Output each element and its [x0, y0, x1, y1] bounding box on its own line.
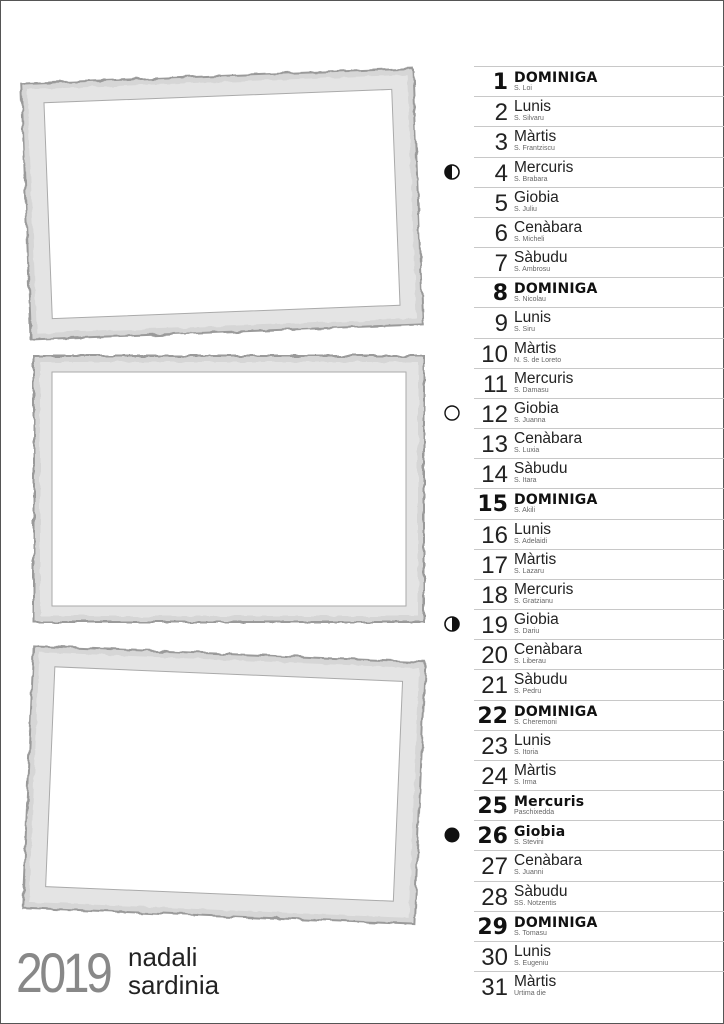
day-row	[474, 549, 724, 579]
saint-name: S. Pedru	[514, 688, 542, 696]
saint-name: S. Itoria	[514, 748, 539, 756]
weekday-name: Lunis	[514, 98, 552, 116]
weekday-name: Giobia	[514, 399, 559, 417]
day-number: 15	[477, 492, 508, 518]
day-row	[474, 126, 724, 156]
weekday-name: Lunis	[514, 731, 552, 749]
day-number: 25	[477, 794, 508, 820]
day-row	[474, 730, 724, 760]
saint-name: S. Akili	[514, 507, 536, 515]
saint-name: S. Adelaidi	[514, 537, 548, 545]
photo-frame-2[interactable]	[26, 350, 430, 628]
day-row	[474, 790, 724, 820]
day-number: 30	[481, 943, 508, 971]
day-row	[474, 398, 724, 428]
weekday-name: Mercuris	[514, 369, 574, 387]
day-number: 1	[492, 70, 508, 95]
saint-name: S. Juanna	[514, 416, 546, 424]
saint-name: S. Dariu	[514, 628, 540, 636]
saint-name: SS. Notzentis	[514, 899, 557, 907]
saint-name: S. Gratzianu	[514, 597, 553, 605]
saint-name: S. Frantziscu	[514, 145, 555, 153]
day-number: 14	[481, 461, 508, 489]
saint-name: S. Micheli	[514, 235, 545, 243]
day-row	[474, 609, 724, 639]
day-row	[474, 96, 724, 126]
day-row	[474, 428, 724, 458]
saint-name: S. Luxia	[514, 447, 540, 455]
saint-name: S. Juanni	[514, 869, 544, 877]
day-number: 11	[483, 370, 508, 398]
day-number: 2	[494, 99, 508, 127]
saint-name: S. Ambrosu	[514, 266, 551, 274]
day-row	[474, 368, 724, 398]
day-number: 6	[494, 219, 508, 247]
photo-frame-1[interactable]	[14, 56, 430, 352]
day-number: 20	[481, 642, 508, 670]
weekday-name: Sàbudu	[514, 671, 568, 689]
day-row	[474, 247, 724, 277]
day-row	[474, 941, 724, 971]
month-name: nadali	[128, 942, 198, 972]
moon-new-icon	[444, 827, 460, 843]
saint-name: S. Loi	[514, 85, 532, 92]
day-row	[474, 760, 724, 790]
day-row	[474, 277, 724, 307]
weekday-name: Giobia	[514, 611, 559, 629]
day-row	[474, 911, 724, 941]
saint-name: Paschixedda	[514, 809, 555, 817]
weekday-name: Lunis	[514, 942, 552, 960]
day-number: 21	[481, 672, 508, 700]
moon-first-quarter-icon	[444, 164, 460, 180]
weekday-name: Mercuris	[514, 794, 585, 811]
day-row	[474, 519, 724, 549]
day-number: 18	[481, 581, 508, 609]
saint-name: S. Lazaru	[514, 567, 544, 575]
saint-name: S. Eugeniu	[514, 959, 549, 967]
day-row	[474, 579, 724, 609]
saint-name: S. Cheremoni	[514, 718, 557, 726]
day-row	[474, 458, 724, 488]
saint-name: S. Stevini	[514, 839, 544, 847]
weekday-name: Lunis	[514, 309, 552, 327]
weekday-name: Mercuris	[514, 158, 574, 176]
day-row	[474, 157, 724, 187]
day-row	[474, 488, 724, 518]
weekday-name: Màrtis	[514, 339, 557, 357]
day-row	[474, 217, 724, 247]
saint-name: Urtima die	[514, 990, 546, 998]
day-number: 7	[494, 250, 508, 278]
weekday-name: Giobia	[514, 824, 566, 841]
day-list	[474, 66, 724, 1001]
day-row	[474, 881, 724, 911]
saint-name: S. Siru	[514, 326, 536, 334]
day-number: 5	[494, 189, 508, 217]
saint-name: S. Itara	[514, 477, 537, 485]
weekday-name: DOMINIGA	[514, 703, 598, 720]
weekday-name: Màrtis	[514, 761, 557, 779]
day-number: 10	[481, 340, 508, 368]
weekday-name: Cenàbara	[514, 852, 583, 870]
day-number: 28	[481, 883, 508, 911]
day-number: 29	[477, 914, 508, 940]
year-label: 2019	[16, 941, 110, 1004]
weekday-name: Giobia	[514, 188, 559, 206]
day-number: 27	[481, 853, 508, 881]
day-number: 9	[494, 310, 508, 338]
weekday-name: Cenàbara	[514, 641, 583, 659]
moon-last-quarter-icon	[444, 616, 460, 632]
weekday-name: Sàbudu	[514, 882, 568, 900]
day-number: 16	[481, 521, 508, 549]
saint-name: S. Nicolau	[514, 296, 546, 304]
day-number: 8	[492, 281, 508, 307]
day-row	[474, 307, 724, 337]
saint-name: N. S. de Loreto	[514, 356, 562, 364]
weekday-name: DOMINIGA	[514, 914, 598, 931]
day-row	[474, 66, 724, 96]
weekday-name: Sàbudu	[514, 460, 568, 478]
saint-name: S. Tomasu	[514, 929, 547, 937]
day-row	[474, 850, 724, 880]
weekday-name: Lunis	[514, 520, 552, 538]
day-number: 17	[481, 551, 508, 579]
day-row	[474, 187, 724, 217]
day-number: 3	[494, 129, 508, 157]
weekday-name: Sàbudu	[514, 249, 568, 267]
saint-name: S. Silvaru	[514, 115, 544, 123]
day-row	[474, 971, 724, 1001]
day-row	[474, 338, 724, 368]
weekday-name: DOMINIGA	[514, 281, 598, 298]
saint-name: S. Irma	[514, 778, 537, 786]
day-number: 31	[481, 974, 508, 1002]
day-number: 13	[481, 431, 508, 459]
weekday-name: Cenàbara	[514, 430, 583, 448]
day-row	[474, 639, 724, 669]
weekday-name: Màrtis	[514, 973, 557, 991]
region-name: sardinia	[128, 970, 220, 1000]
weekday-name: DOMINIGA	[514, 70, 598, 86]
weekday-name: Màrtis	[514, 128, 557, 146]
day-row	[474, 820, 724, 850]
day-number: 12	[481, 400, 508, 428]
day-row	[474, 669, 724, 699]
weekday-name: Cenàbara	[514, 218, 583, 236]
saint-name: S. Juliu	[514, 205, 537, 213]
day-number: 22	[477, 703, 508, 729]
day-number: 24	[481, 762, 508, 790]
day-row	[474, 700, 724, 730]
day-number: 4	[494, 159, 508, 187]
weekday-name: DOMINIGA	[514, 492, 598, 509]
day-number: 26	[477, 824, 508, 850]
moon-full-icon	[444, 405, 460, 421]
saint-name: S. Damasu	[514, 386, 549, 394]
day-number: 19	[481, 612, 508, 640]
saint-name: S. Liberau	[514, 658, 546, 666]
weekday-name: Màrtis	[514, 550, 557, 568]
saint-name: S. Brabara	[514, 175, 548, 183]
photo-frame-3[interactable]	[14, 636, 434, 936]
day-number: 23	[481, 732, 508, 760]
weekday-name: Mercuris	[514, 580, 574, 598]
